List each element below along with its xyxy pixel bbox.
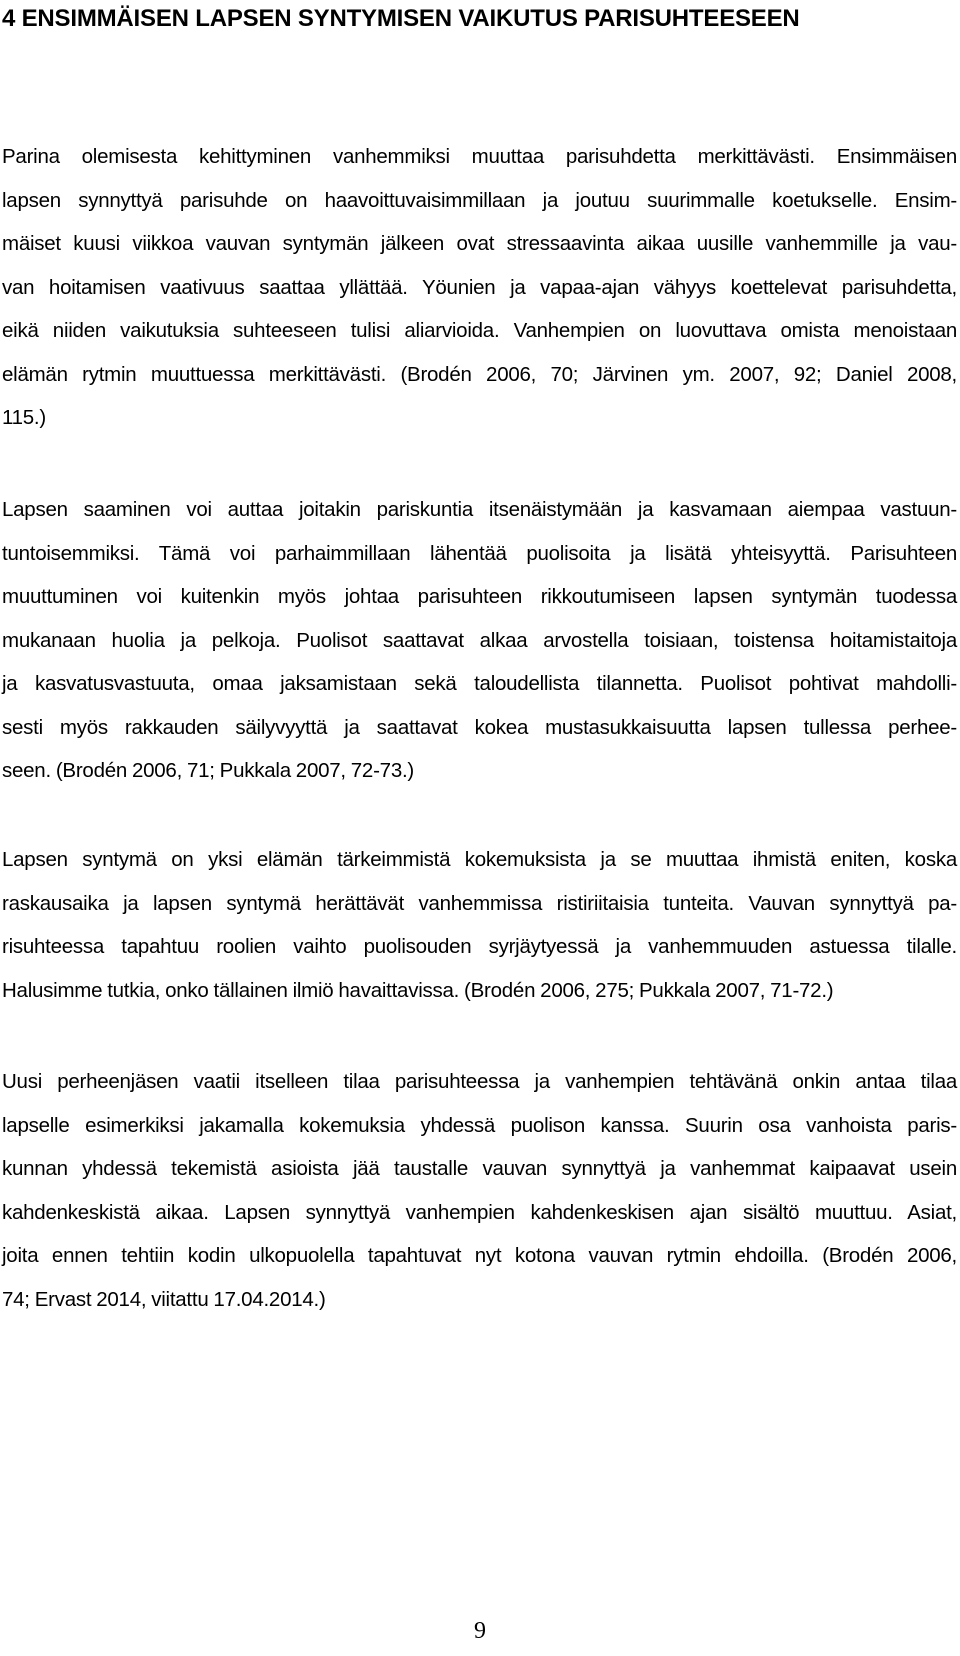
paragraph-line: Halusimme tutkia, onko tällainen ilmiö havaittavissa. (Brodén 2006, 275; Pukkala 2007, 71-72.) <box>2 978 834 1002</box>
paragraph-1 <box>2 135 957 440</box>
paragraph-line: kunnan yhdessä tekemistä asioista jää taustalle vauvan synnyttyä ja vanhemmat kaipaavat usein <box>2 1157 957 1180</box>
paragraph-line: seen. (Brodén 2006, 71; Pukkala 2007, 72-73.) <box>2 759 414 782</box>
paragraph-line: risuhteessa tapahtuu roolien vaihto puolisouden syrjäytyessä ja vanhemmuuden astuessa tilalle. <box>2 935 957 958</box>
paragraph-line: sesti myös rakkauden säilyvyyttä ja saattavat kokea mustasukkaisuutta lapsen tullessa perhee- <box>2 715 957 739</box>
paragraph-line: muuttuminen voi kuitenkin myös johtaa parisuhteen rikkoutumiseen lapsen syntymän tuodessa <box>2 585 957 608</box>
paragraph-line: van hoitamisen vaativuus saattaa yllättää. Yöunien ja vapaa-ajan vähyys koettelevat parisuhdetta, <box>2 275 957 299</box>
paragraph-line: lapselle esimerkiksi jakamalla kokemuksia yhdessä puolison kanssa. Suurin osa vanhoista paris- <box>2 1113 957 1137</box>
page-number: 9 <box>474 1618 486 1644</box>
paragraph-line: Uusi perheenjäsen vaatii itselleen tilaa parisuhteessa ja vanhempien tehtävänä onkin antaa tilaa <box>2 1070 957 1093</box>
paragraph-3 <box>2 838 957 1012</box>
paragraph-line: lapsen synnyttyä parisuhde on haavoittuvaisimmillaan ja joutuu suurimmalle koetukselle. Ensim- <box>2 188 957 212</box>
paragraph-line: kahdenkeskistä aikaa. Lapsen synnyttyä vanhempien kahdenkeskisen ajan sisältö muuttuu. Asiat, <box>2 1200 957 1224</box>
paragraph-line: tuntoisemmiksi. Tämä voi parhaimmillaan lähentää puolisoita ja lisätä yhteisyyttä. Parisuhteen <box>2 541 957 565</box>
paragraph-line: 74; Ervast 2014, viitattu 17.04.2014.) <box>2 1287 326 1311</box>
paragraph-line: 115.) <box>2 406 46 429</box>
paragraph-2 <box>2 488 957 793</box>
paragraph-line: mäiset kuusi viikkoa vauvan syntymän jälkeen ovat stressaavinta aikaa uusille vanhemmille ja vau- <box>2 232 957 255</box>
chapter-heading: 4 ENSIMMÄISEN LAPSEN SYNTYMISEN VAIKUTUS PARISUHTEESEEN <box>2 5 800 32</box>
paragraph-line: Lapsen saaminen voi auttaa joitakin pariskuntia itsenäistymään ja kasvamaan aiempaa vastuun- <box>2 498 957 521</box>
paragraph-line: raskausaika ja lapsen syntymä herättävät vanhemmissa ristiriitaisia tunteita. Vauvan synnyttyä pa- <box>2 891 957 915</box>
paragraph-line: eikä niiden vaikutuksia suhteeseen tulisi aliarvioida. Vanhempien on luovuttava omista menoistaan <box>2 319 957 342</box>
paragraph-4 <box>2 1060 957 1321</box>
paragraph-line: mukanaan huolia ja pelkoja. Puolisot saattavat alkaa arvostella toisiaan, toistensa hoitamistaitoja <box>2 628 957 652</box>
paragraph-line: elämän rytmin muuttuessa merkittävästi. (Brodén 2006, 70; Järvinen ym. 2007, 92; Daniel 2008, <box>2 362 957 386</box>
paragraph-line: joita ennen tehtiin kodin ulkopuolella tapahtuvat nyt kotona vauvan rytmin ehdoilla. (Brodén 2006, <box>2 1244 957 1267</box>
paragraph-line: Lapsen syntymä on yksi elämän tärkeimmistä kokemuksista ja se muuttaa ihmistä eniten, koska <box>2 848 957 871</box>
paragraph-line: Parina olemisesta kehittyminen vanhemmiksi muuttaa parisuhdetta merkittävästi. Ensimmäisen <box>2 145 957 168</box>
paragraph-line: ja kasvatusvastuuta, omaa jaksamistaan sekä taloudellista tilannetta. Puolisot pohtivat mahdolli- <box>2 672 957 695</box>
